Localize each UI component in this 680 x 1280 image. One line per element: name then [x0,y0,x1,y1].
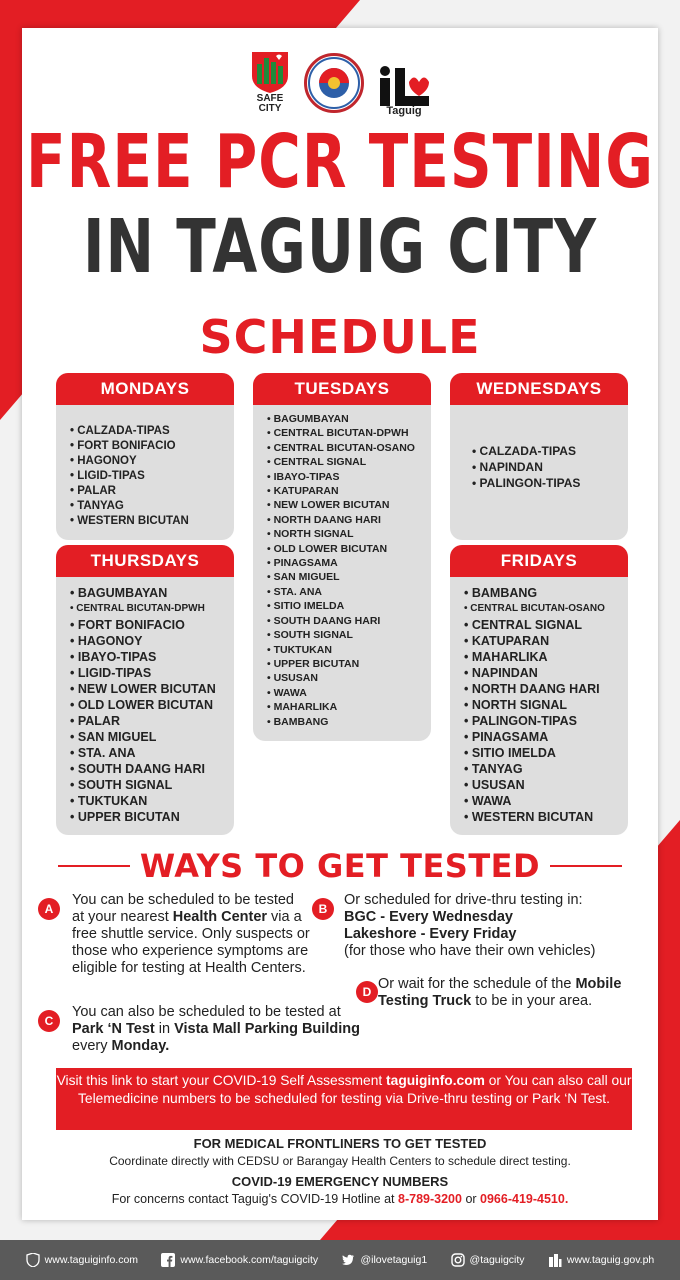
fridays-list [464,585,622,825]
list-item: • CENTRAL SIGNAL [267,455,425,469]
list-item: • PALAR [70,484,228,499]
list-item: • USUSAN [464,777,622,793]
gov-site-link[interactable]: www.taguig.gov.ph [548,1253,654,1267]
list-item: • BAMBANG [464,585,622,601]
list-item: • CALZADA-TIPAS [472,443,622,459]
frontliners-text: Coordinate directly with CEDSU or Barangay Health Centers to schedule direct testing. [109,1154,571,1168]
twitter-icon [341,1253,355,1267]
list-item: • SOUTH SIGNAL [267,628,425,642]
instagram-icon [451,1253,465,1267]
hotline-1[interactable]: 8-789-3200 [398,1192,462,1206]
list-item: • PALINGON-TIPAS [464,713,622,729]
poster-card [22,28,658,1220]
option-a-text: You can be scheduled to be tested at your nearest Health Center via a free shuttle service. Only suspects or those who experience symptoms are eligible for testing at Health Centers. [72,892,310,976]
list-item: • CENTRAL BICUTAN-DPWH [267,426,425,440]
day-heading-mondays: MONDAYS [56,373,234,405]
day-heading-tuesdays: TUESDAYS [253,373,431,405]
day-heading-wednesdays: WEDNESDAYS [450,373,628,405]
logo-row [22,50,658,116]
list-item: • NORTH DAANG HARI [267,513,425,527]
site-link[interactable]: www.taguiginfo.com [26,1253,138,1267]
list-item: • CENTRAL BICUTAN-OSANO [464,601,622,617]
option-b-text: Or scheduled for drive-thru testing in: BGC - Every Wednesday Lakeshore - Every Friday (for those who have their own vehicles) [344,892,596,959]
list-item: • CENTRAL BICUTAN-OSANO [267,441,425,455]
list-item: • OLD LOWER BICUTAN [70,697,228,713]
list-item: • MAHARLIKA [464,649,622,665]
option-d-text: Or wait for the schedule of the Mobile Testing Truck to be in your area. [378,976,622,1009]
day-box-wednesdays [450,373,628,540]
taguig-seal-icon [304,53,364,113]
tuesdays-list [267,412,425,729]
hotline-2[interactable]: 0966-419-4510. [480,1192,569,1206]
thursdays-list [70,585,228,825]
building-icon [548,1253,562,1267]
schedule-heading: SCHEDULE [199,310,481,364]
list-item: • OLD LOWER BICUTAN [267,542,425,556]
list-item: • HAGONOY [70,454,228,469]
list-item: • FORT BONIFACIO [70,617,228,633]
list-item: • HAGONOY [70,633,228,649]
list-item: • FORT BONIFACIO [70,439,228,454]
list-item: • CALZADA-TIPAS [70,424,228,439]
day-heading-thursdays: THURSDAYS [56,545,234,577]
list-item: • NAPINDAN [472,459,622,475]
list-item: • UPPER BICUTAN [70,809,228,825]
ways-heading-row [58,846,622,886]
list-item: • TANYAG [70,499,228,514]
list-item: • TANYAG [464,761,622,777]
list-item: • SOUTH DAANG HARI [267,614,425,628]
list-item: • PALAR [70,713,228,729]
list-item: • STA. ANA [267,585,425,599]
list-item: • SAN MIGUEL [267,570,425,584]
list-item: • CENTRAL SIGNAL [464,617,622,633]
list-item: • NEW LOWER BICUTAN [70,681,228,697]
taguig-seal-icon [26,1253,40,1267]
list-item: • UPPER BICUTAN [267,657,425,671]
list-item: • LIGID-TIPAS [70,469,228,484]
list-item: • WAWA [464,793,622,809]
list-item: • STA. ANA [70,745,228,761]
emergency-text: For concerns contact Taguig's COVID-19 Hotline at 8-789-3200 or 0966-419-4510. [111,1192,569,1206]
i-love-taguig-logo [374,50,434,116]
list-item: • PALINGON-TIPAS [472,475,622,491]
headline-line1: FREE PCR TESTING [26,117,654,205]
list-item: • BAGUMBAYAN [70,585,228,601]
self-assessment-banner: Visit this link to start your COVID-19 Self Assessment taguiginfo.com or You can also call our Telemedicine numbers to be scheduled for testing via Drive-thru testing or Park ‘N Test. [56,1068,632,1130]
day-box-thursdays [56,545,234,835]
option-c-text: You can also be scheduled to be tested at Park ‘N Test in Vista Mall Parking Building every Monday. [72,1004,360,1054]
list-item: • LIGID-TIPAS [70,665,228,681]
option-c-badge: C [38,1010,60,1032]
list-item: • SOUTH DAANG HARI [70,761,228,777]
facebook-icon [161,1253,175,1267]
list-item: • NORTH DAANG HARI [464,681,622,697]
list-item: • PINAGSAMA [267,556,425,570]
list-item: • USUSAN [267,671,425,685]
option-d-badge: D [356,981,378,1003]
option-b-badge: B [312,898,334,920]
list-item: • SITIO IMELDA [464,745,622,761]
safe-city-logo [246,50,294,116]
list-item: • NORTH SIGNAL [267,527,425,541]
list-item: • NORTH SIGNAL [464,697,622,713]
divider-left [58,865,130,867]
list-item: • KATUPARAN [267,484,425,498]
list-item: • SOUTH SIGNAL [70,777,228,793]
divider-right [550,865,622,867]
taguiginfo-link[interactable]: taguiginfo.com [386,1073,485,1088]
list-item: • WAWA [267,686,425,700]
safe-city-shield-icon [250,50,290,94]
i-love-icon [377,66,431,106]
day-heading-fridays: FRIDAYS [450,545,628,577]
day-box-fridays [450,545,628,835]
list-item: • TUKTUKAN [70,793,228,809]
list-item: • BAMBANG [267,715,425,729]
list-item: • IBAYO-TIPAS [70,649,228,665]
frontliners-heading: FOR MEDICAL FRONTLINERS TO GET TESTED [193,1136,487,1151]
wednesdays-list [472,443,622,491]
taguig-label: Taguig [386,105,422,117]
list-item: • WESTERN BICUTAN [464,809,622,825]
list-item: • TUKTUKAN [267,643,425,657]
option-a-badge: A [38,898,60,920]
social-links-bar [0,1240,680,1280]
twitter-link[interactable]: @ilovetaguig1 [341,1253,427,1267]
safe-city-label: SAFE CITY [256,93,284,114]
ways-heading: WAYS TO GET TESTED [139,847,541,885]
emergency-heading: COVID-19 EMERGENCY NUMBERS [231,1174,449,1189]
list-item: • CENTRAL BICUTAN-DPWH [70,601,228,617]
list-item: • WESTERN BICUTAN [70,514,228,529]
facebook-link[interactable]: www.facebook.com/taguigcity [161,1253,318,1267]
day-box-mondays [56,373,234,540]
list-item: • KATUPARAN [464,633,622,649]
list-item: • PINAGSAMA [464,729,622,745]
instagram-link[interactable]: @taguigcity [451,1253,525,1267]
list-item: • SITIO IMELDA [267,599,425,613]
list-item: • MAHARLIKA [267,700,425,714]
list-item: • SAN MIGUEL [70,729,228,745]
headline-line2: IN TAGUIG CITY [82,202,598,290]
mondays-list [70,424,228,529]
list-item: • NAPINDAN [464,665,622,681]
day-box-tuesdays [253,373,431,741]
list-item: • IBAYO-TIPAS [267,470,425,484]
list-item: • BAGUMBAYAN [267,412,425,426]
list-item: • NEW LOWER BICUTAN [267,498,425,512]
